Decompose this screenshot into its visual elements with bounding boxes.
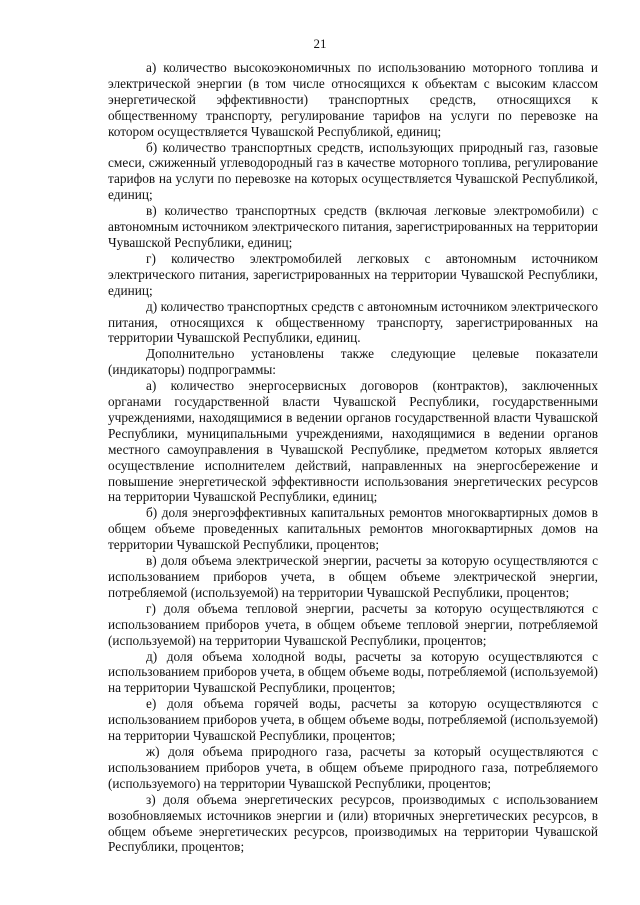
paragraph: д) доля объема холодной воды, расчеты за которую осуществляются с использованием приборов учета, в общем объеме воды, потребляемой (используемой) на территории Чувашской Республики, процентов;: [108, 648, 598, 696]
paragraph: а) количество высокоэкономичных по использованию моторного топлива и электрической энергии (в том числе относящихся к объектам с высоким классом энергетической эффективности) транспортных средств, относящихся к общественному транспорту, регулирование тарифов на услуги по перевозке на котором осуществляется Чувашской Республикой, единиц;: [108, 60, 598, 139]
document-body: [108, 60, 598, 855]
paragraph: б) количество транспортных средств, использующих природный газ, газовые смеси, сжиженный углеводородный газ в качестве моторного топлива, регулирование тарифов на услуги по перевозке на которых осуществляется Чувашской Республикой, единиц;: [108, 139, 598, 203]
paragraph: ж) доля объема природного газа, расчеты за который осуществляются с использованием приборов учета, в общем объеме природного газа, потребляемого (используемого) на территории Чувашской Республики, процентов;: [108, 743, 598, 791]
paragraph: в) доля объема электрической энергии, расчеты за которую осуществляются с использованием приборов учета, в общем объеме электрической энергии, потребляемой (используемой) на территории Чувашской Республики, процентов;: [108, 553, 598, 600]
paragraph: а) количество энергосервисных договоров (контрактов), заключенных органами государственной власти Чувашской Республики, государственными учреждениями, находящимися в ведении органов государственной власти Чувашской Республики, муниципальными учреждениями, находящимися в ведении органов местного самоуправления в Чувашской Республике, предметом которых является осуществление исполнителем действий, направленных на энергосбережение и повышение энергетической эффективности использования энергетических ресурсов на территории Чувашской Республики, единиц;: [108, 378, 598, 505]
paragraph: г) доля объема тепловой энергии, расчеты за которую осуществляются с использованием приборов учета, в общем объеме тепловой энергии, потребляемой (используемой) на территории Чувашской Республики, процентов;: [108, 600, 598, 648]
paragraph: е) доля объема горячей воды, расчеты за которую осуществляются с использованием приборов учета, в общем объеме воды, потребляемой (используемой) на территории Чувашской Республики, процентов;: [108, 696, 598, 744]
paragraph: з) доля объема энергетических ресурсов, производимых с использованием возобновляемых источников энергии и (или) вторичных энергетических ресурсов, в общем объеме энергетических ресурсов, производимых на территории Чувашской Республики, процентов;: [108, 791, 598, 855]
paragraph: в) количество транспортных средств (включая легковые электромобили) с автономным источником электрического питания, зарегистрированных на территории Чувашской Республики, единиц;: [108, 203, 598, 250]
paragraph: б) доля энергоэффективных капитальных ремонтов многоквартирных домов в общем объеме проведенных капитальных ремонтов многоквартирных домов на территории Чувашской Республики, процентов;: [108, 505, 598, 553]
paragraph: Дополнительно установлены также следующие целевые показатели (индикаторы) подпрограммы:: [108, 346, 598, 378]
paragraph: д) количество транспортных средств с автономным источником электрического питания, относящихся к общественному транспорту, зарегистрированных на территории Чувашской Республики, единиц.: [108, 298, 598, 346]
page-number: 21: [313, 36, 327, 51]
paragraph: г) количество электромобилей легковых с автономным источником электрического питания, зарегистрированных на территории Чувашской Республики, единиц;: [108, 250, 598, 298]
